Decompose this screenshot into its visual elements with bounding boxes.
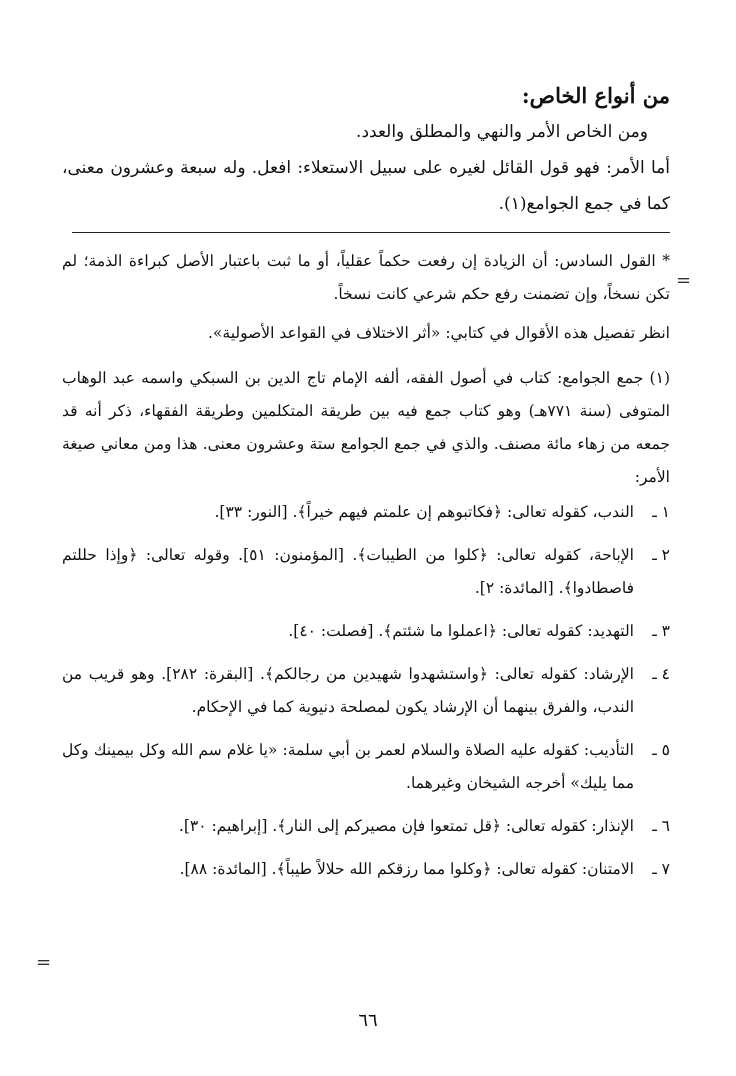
list-item [62,658,670,724]
item-text: الإرشاد: كقوله تعالى: ﴿واستشهدوا شهيدين من رجالكم﴾. [البقرة: ٢٨٢]. وهو قريب من الندب، والفرق بينهما أن الإرشاد يكون لمصلحة دنيوية كما في الإحكام. [62,665,634,716]
footnote-1: (١) جمع الجوامع: كتاب في أصول الفقه، ألفه الإمام تاج الدين بن السبكي واسمه عبد الوهاب المتوفى (سنة ٧٧١هـ) وهو كتاب جمع فيه بين طريقة المتكلمين وطريقة الفقهاء، ذكر أنه قد جمعه من زهاء مائة مصنف. والذي في جمع الجوامع ستة وعشرون معنى. هذا ومن معاني صيغة الأمر: [62,369,670,486]
footnote-separator [72,232,670,233]
reference-note: انظر تفصيل هذه الأقوال في كتابي: «أثر الاختلاف في القواعد الأصولية». [207,324,670,342]
item-text: الامتنان: كقوله تعالى: ﴿وكلوا مما رزقكم الله حلالاً طيباً﴾. [المائدة: ٨٨]. [179,860,634,878]
item-number: ١ ـ [652,503,670,521]
page-number: ٦٦ [358,1010,378,1031]
list-item [62,810,670,843]
item-number: ٢ ـ [652,546,670,564]
item-number: ٣ ـ [652,622,670,640]
list-item [62,734,670,800]
list-item [62,853,670,886]
item-text: التأديب: كقوله عليه الصلاة والسلام لعمر بن أبي سلمة: «يا غلام سم الله وكل بيمينك وكل مما يليك» أخرجه الشيخان وغيرهما. [62,741,634,792]
list-item [62,496,670,529]
item-number: ٤ ـ [652,665,670,683]
item-number: ٦ ـ [652,817,670,835]
amr-paragraph: أما الأمر: فهو قول القائل لغيره على سبيل الاستعلاء: افعل. وله سبعة وعشرون معنى، كما في جمع الجوامع(١). [62,158,670,214]
list-item [62,615,670,648]
star-note: * القول السادس: أن الزيادة إن رفعت حكماً عقلياً، أو ما ثبت باعتبار الأصل كبراءة الذمة؛ لم تكن نسخاً، وإن تضمنت رفع حكم شرعي كانت نسخاً. [62,252,670,303]
item-text: الإباحة، كقوله تعالى: ﴿كلوا من الطيبات﴾. [المؤمنون: ٥١]. وقوله تعالى: ﴿وإذا حللتم فاصطادوا﴾. [المائدة: ٢]. [62,546,634,597]
continuation-mark: = [676,270,692,291]
section-heading: من أنواع الخاص: [521,83,670,108]
item-number: ٧ ـ [652,860,670,878]
item-text: الندب، كقوله تعالى: ﴿فكاتبوهم إن علمتم فيهم خيراً﴾. [النور: ٣٣]. [214,503,634,521]
meanings-list [62,496,670,886]
item-text: التهديد: كقوله تعالى: ﴿اعملوا ما شئتم﴾. [فصلت: ٤٠]. [288,622,634,640]
item-number: ٥ ـ [652,741,670,759]
page-body [62,80,670,896]
continuation-mark: = [36,952,52,973]
list-item [62,539,670,605]
intro-paragraph: ومن الخاص الأمر والنهي والمطلق والعدد. [356,122,648,142]
item-text: الإنذار: كقوله تعالى: ﴿قل تمتعوا فإن مصيركم إلى النار﴾. [إبراهيم: ٣٠]. [178,817,634,835]
